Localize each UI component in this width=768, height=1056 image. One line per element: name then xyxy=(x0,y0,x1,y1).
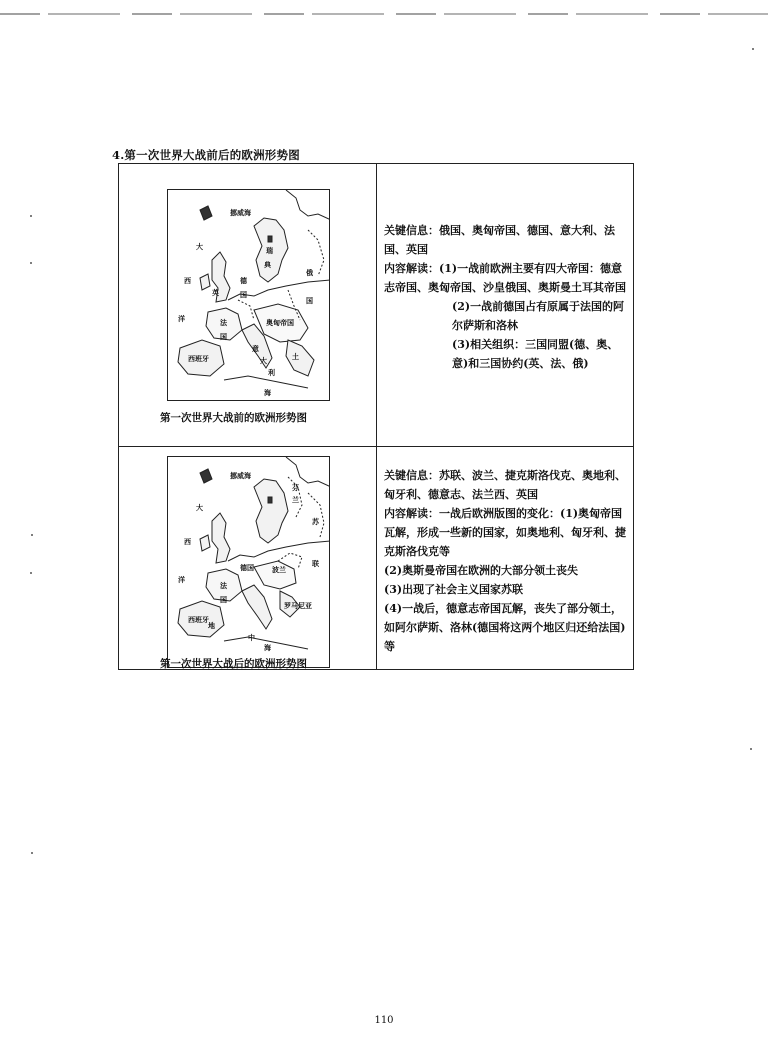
map-label-mediterranean: 地 xyxy=(208,622,215,630)
page-number: 110 xyxy=(374,1015,394,1026)
row2-interpretation-4: (4)一战后，德意志帝国瓦解，丧失了部分领土，如阿尔萨斯、洛林(德国将这两个地区归还给法国)等 xyxy=(384,602,626,653)
row1-explanation xyxy=(384,221,628,373)
row1-key-info: 关键信息：俄国、奥匈帝国、德国、意大利、法国、英国 xyxy=(384,224,615,256)
map-label-russia: 国 xyxy=(306,297,313,305)
map-label-soviet: 联 xyxy=(312,560,319,568)
row2-explanation xyxy=(384,466,628,656)
table-divider-horizontal xyxy=(118,446,634,447)
map-label-spain: 西班牙 xyxy=(188,616,209,624)
map-label-france: 法 xyxy=(220,319,227,327)
map-label-britain: 英 xyxy=(212,289,219,297)
map-label-norwegian-sea: 挪威海 xyxy=(230,472,251,480)
scan-speck xyxy=(30,215,32,217)
map-label-italy: 意 xyxy=(252,345,259,353)
map-label-sweden: 典 xyxy=(264,261,271,269)
scan-speck xyxy=(30,572,32,574)
row2-key-info: 关键信息：苏联、波兰、捷克斯洛伐克、奥地利、匈牙利、德意志、法兰西、英国 xyxy=(384,469,626,501)
map-label-mediterranean: 中 xyxy=(248,634,255,642)
map-label-ottoman: 土 xyxy=(292,353,299,361)
map-label-italy: 利 xyxy=(268,369,275,377)
map-label-germany: 德国 xyxy=(240,564,254,572)
scan-artifact-line xyxy=(0,13,768,15)
row1-interpretation-3: (3)相关组织：三国同盟(德、奥、意)和三国协约(英、法、俄) xyxy=(452,338,619,370)
map-label-finland: 芬 xyxy=(292,484,299,492)
map-label-italy: 大 xyxy=(260,357,267,365)
map-label-ocean: 大 xyxy=(196,504,203,512)
caption-prewar-map: 第一次世界大战前的欧洲形势图 xyxy=(160,412,307,424)
row2-interpretation-2: (2)奥斯曼帝国在欧洲的大部分领土丧失 xyxy=(384,564,579,577)
map-label-sweden: 瑞 xyxy=(266,247,273,255)
map-label-romania: 罗马尼亚 xyxy=(284,602,312,610)
row1-interpretation-2: (2)一战前德国占有原属于法国的阿尔萨斯和洛林 xyxy=(452,300,625,332)
map-label-mediterranean: 海 xyxy=(264,389,271,397)
scan-speck xyxy=(31,852,33,854)
map-label-ocean: 西 xyxy=(184,277,191,285)
section-title: 4.第一次世界大战前后的欧洲形势图 xyxy=(112,148,300,162)
map-label-russia: 俄 xyxy=(306,269,313,277)
scan-speck xyxy=(750,748,752,750)
row2-interpretation-1: 内容解读：一战后欧洲版图的变化：(1)奥匈帝国瓦解，形成一些新的国家，如奥地利、匈牙利、捷克斯洛伐克等 xyxy=(384,507,626,558)
map-label-poland: 波兰 xyxy=(272,566,286,574)
map-label-germany: 国 xyxy=(240,291,247,299)
table-divider-vertical xyxy=(376,163,377,670)
row1-interpretation-1: 内容解读：(1)一战前欧洲主要有四大帝国：德意志帝国、奥匈帝国、沙皇俄国、奥斯曼土耳其帝国 xyxy=(384,262,626,294)
map-label-finland: 兰 xyxy=(292,496,299,504)
map-label-ocean: 洋 xyxy=(178,315,185,323)
map-label-germany: 德 xyxy=(240,277,247,285)
scan-speck xyxy=(752,48,754,50)
scan-speck xyxy=(31,534,33,536)
map-label-france: 法 xyxy=(220,582,227,590)
caption-postwar-map: 第一次世界大战后的欧洲形势图 xyxy=(160,658,307,670)
map-label-france: 国 xyxy=(220,333,227,341)
map-label-spain: 西班牙 xyxy=(188,355,209,363)
map-label-ocean: 大 xyxy=(196,243,203,251)
map-label-ocean: 西 xyxy=(184,538,191,546)
map-label-soviet: 苏 xyxy=(312,518,319,526)
map-label-mediterranean: 海 xyxy=(264,644,271,652)
map-label-austria-hungary: 奥匈帝国 xyxy=(266,319,294,327)
scan-speck xyxy=(30,262,32,264)
map-label-france: 国 xyxy=(220,596,227,604)
map-label-norwegian-sea: 挪威海 xyxy=(230,209,251,217)
map-postwar xyxy=(167,456,330,668)
map-label-ocean: 洋 xyxy=(178,576,185,584)
map-prewar xyxy=(167,189,330,401)
row2-interpretation-3: (3)出现了社会主义国家苏联 xyxy=(384,583,524,596)
